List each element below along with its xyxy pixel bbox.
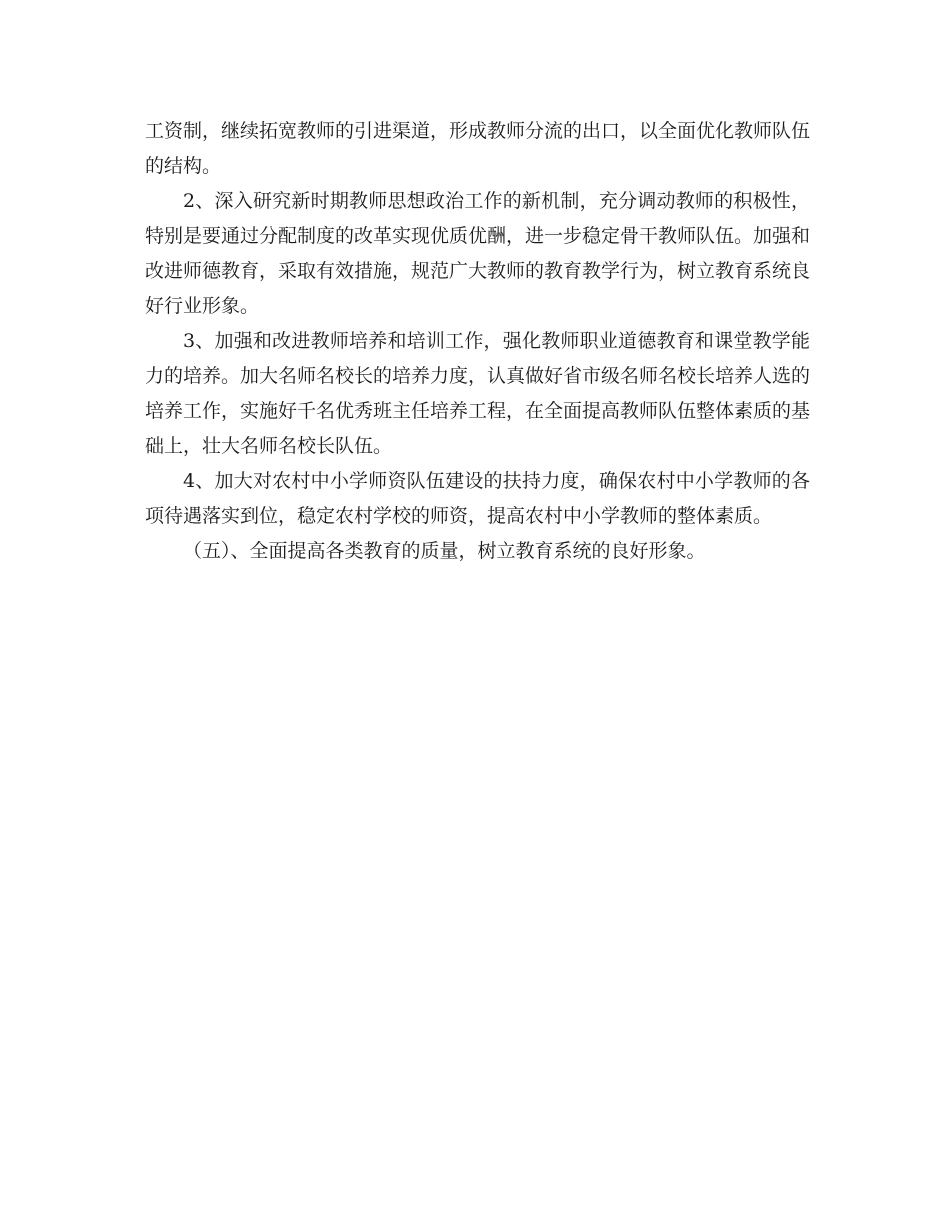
section-heading-5: （五）、全面提高各类教育的质量，树立教育系统的良好形象。 — [183, 540, 706, 562]
document-body — [145, 114, 810, 569]
paragraph-continuation: 工资制，继续拓宽教师的引进渠道，形成教师分流的出口，以全面优化教师队伍的结构。 — [145, 120, 811, 177]
paragraph-item-4: 4、加大对农村中小学师资队伍建设的扶持力度，确保农村中小学教师的各项待遇落实到位，稳定农村学校的师资，提高农村中小学教师的整体素质。 — [145, 470, 810, 527]
paragraph-item-3: 3、加强和改进教师培养和培训工作，强化教师职业道德教育和课堂教学能力的培养。加大名师名校长的培养力度，认真做好省市级名师名校长培养人选的培养工作，实施好千名优秀班主任培养工程，在全面提高教师队伍整体素质的基础上，壮大名师名校长队伍。 — [145, 330, 811, 457]
paragraph-item-2: 2、深入研究新时期教师思想政治工作的新机制，充分调动教师的积极性，特别是要通过分配制度的改革实现优质优酬，进一步稳定骨干教师队伍。加强和改进师德教育，采取有效措施，规范广大教师的教育教学行为，树立教育系统良好行业形象。 — [145, 190, 811, 317]
